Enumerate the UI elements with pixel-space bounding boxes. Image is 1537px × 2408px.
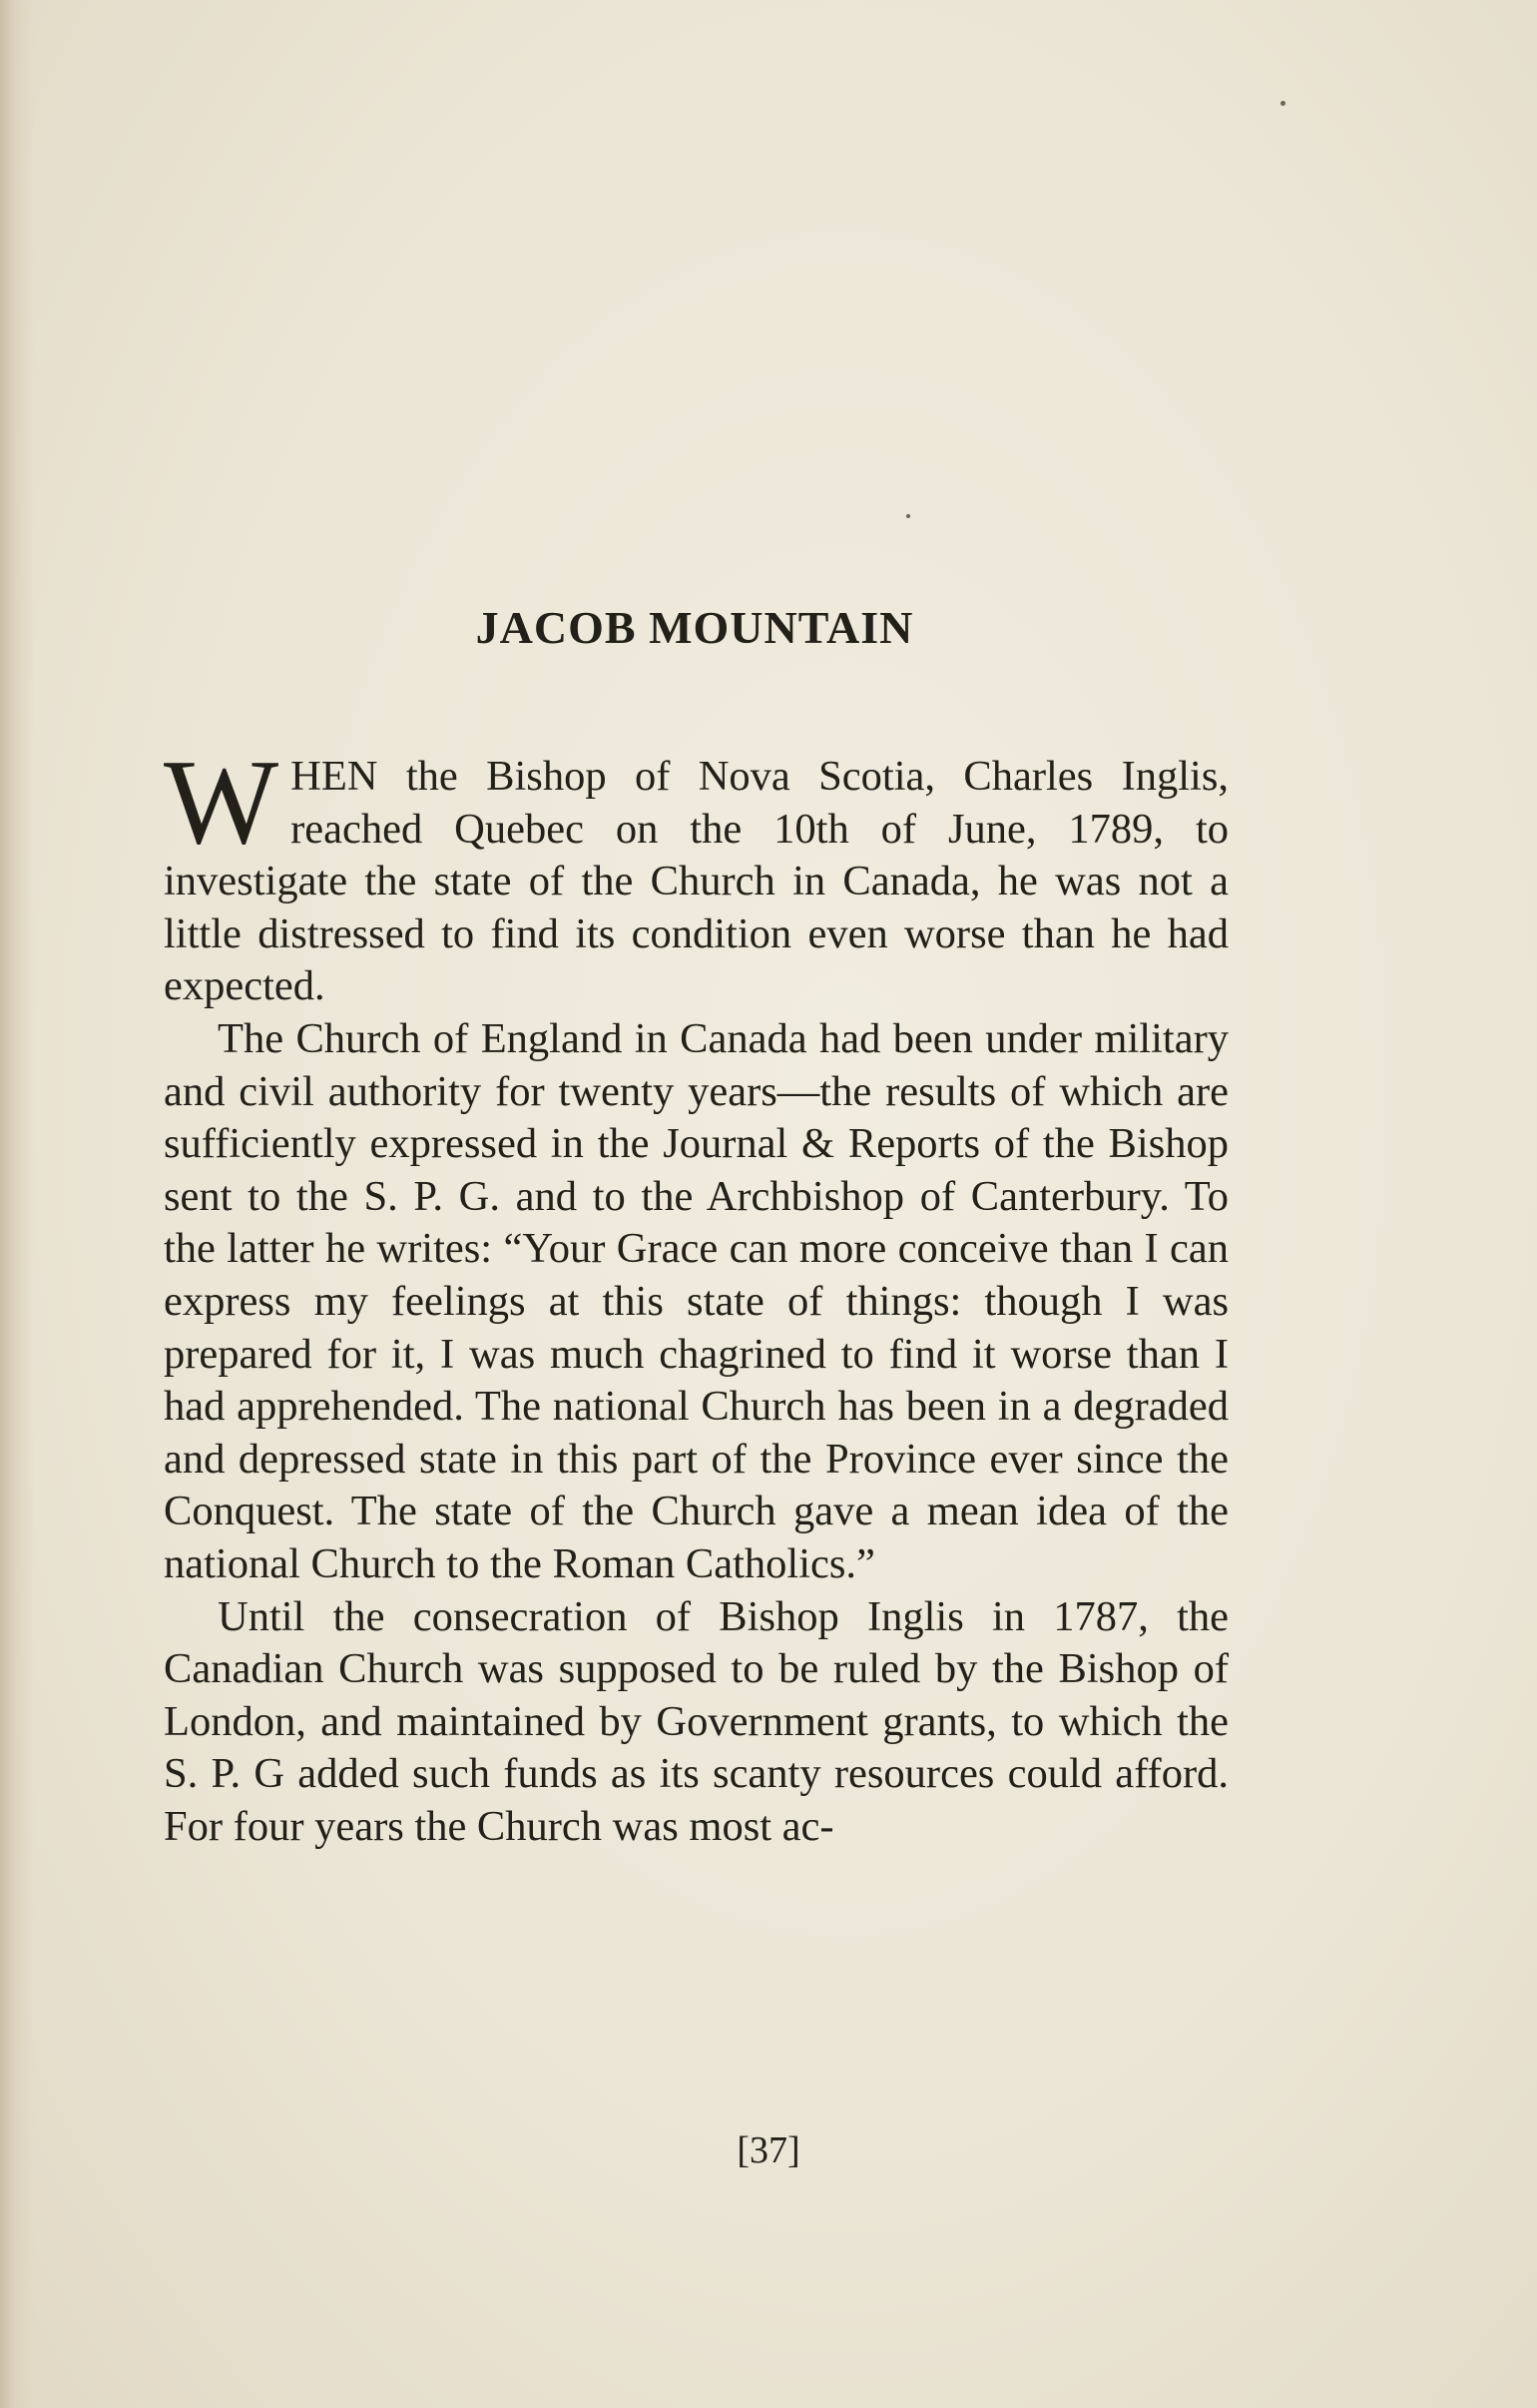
paragraph-2: The Church of England in Canada had been under military and civil authority for twenty years—the results of which are sufficiently expressed in the Journal & Reports of the Bishop sent to the S. P. G. and to the Archbishop of Canterbury. To the latter he writes: “Your Grace can more conceive than I can express my feelings at this state of things: though I was prepared for it, I was much chagrined to find it worse than I had apprehended. The national Church has been in a degraded and depressed state in this part of the Province ever since the Conquest. The state of the Church gave a mean idea of the national Church to the Roman Catholics.” — [164, 1014, 1229, 1587]
drop-cap: W — [164, 735, 279, 870]
paragraph-1 — [164, 735, 1229, 1013]
paragraph-1-text: HEN the Bishop of Nova Scotia, Charles Inglis, reached Quebec on the 10th of June, 1789, to investigate the state of the Church in Canada, he was not a little distressed to find its condition even worse than he had expected. — [164, 753, 1229, 1010]
paragraph-3: Until the consecration of Bishop Inglis in 1787, the Canadian Church was supposed to be ruled by the Bishop of London, and maintained by Government grants, to which the S. P. G added such funds as its scanty resources could afford. For four years the Church was most ac- — [164, 1592, 1229, 1850]
page-number: [37] — [737, 2129, 800, 2171]
chapter-title: JACOB MOUNTAIN — [475, 602, 914, 653]
paper-speck — [1281, 101, 1285, 106]
body-text — [164, 735, 1229, 1853]
page-spine-edge — [0, 0, 34, 2408]
paper-speck — [906, 514, 910, 518]
